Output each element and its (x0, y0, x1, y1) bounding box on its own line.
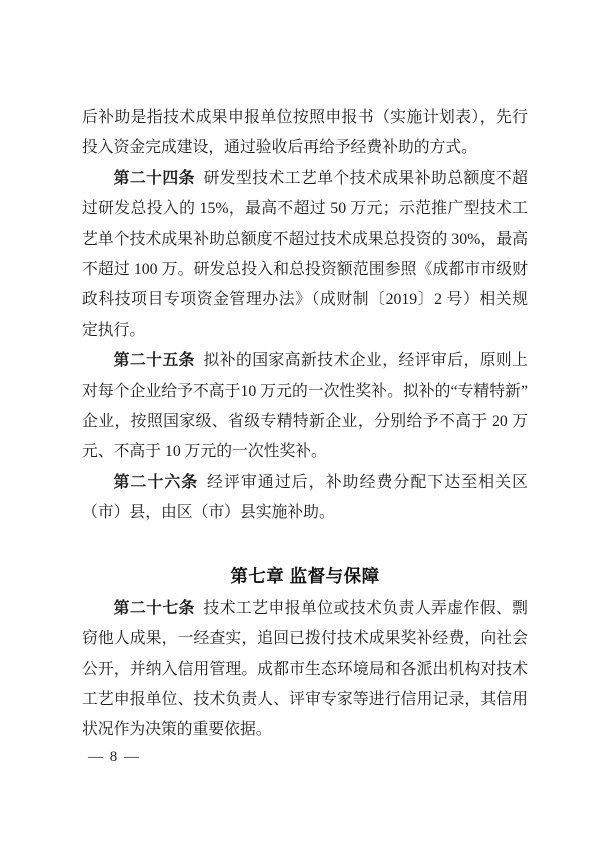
paragraph-continuation-text: 后补助是指技术成果申报单位按照申报书（实施计划表），先行投入资金完成建设，通过验收后再给予经费补助的方式。 (82, 109, 528, 157)
article-27 (82, 594, 528, 746)
document-body (82, 103, 528, 746)
chapter-heading: 第七章 监督与保障 (230, 565, 380, 586)
article-26-text: 经评审通过后，补助经费分配下达至相关区（市）县，由区（市）县实施补助。 (82, 473, 528, 522)
article-27-lead: 第二十七条 (113, 599, 195, 617)
article-24 (82, 164, 528, 346)
page-number: — 8 — (88, 749, 141, 765)
article-24-text: 研发型技术工艺单个技术成果补助总额度不超过研发总投入的 15%，最高不超过 50 万元；示范推广型技术工艺单个技术成果补助总额度不超过技术成果总投资的 30%，最高不超过 100 万。研发总投入和总投资额范围参照《成都市市级财政科技项目专项资金管理办法》（成财制〔2019〕2 号）相关规定执行。 (82, 169, 528, 339)
article-26 (82, 468, 528, 529)
article-27-text: 技术工艺申报单位或技术负责人弄虚作假、剽窃他人成果，一经查实，追回已拨付技术成果奖补经费，向社会公开，并纳入信用管理。成都市生态环境局和各派出机构对技术工艺申报单位、技术负责人、评审专家等进行信用记录，其信用状况作为决策的重要依据。 (82, 599, 528, 739)
article-25 (82, 346, 528, 468)
article-25-text: 拟补的国家高新技术企业，经评审后，原则上对每个企业给予不高于10 万元的一次性奖补。拟补的“专精特新”企业，按照国家级、省级专精特新企业，分别给予不高于 20 万元、不高于 10 万元的一次性奖补。 (82, 352, 528, 461)
paragraph-continuation (82, 103, 528, 164)
article-25-lead: 第二十五条 (113, 352, 195, 370)
article-26-lead: 第二十六条 (113, 473, 199, 491)
article-24-lead: 第二十四条 (113, 169, 195, 187)
